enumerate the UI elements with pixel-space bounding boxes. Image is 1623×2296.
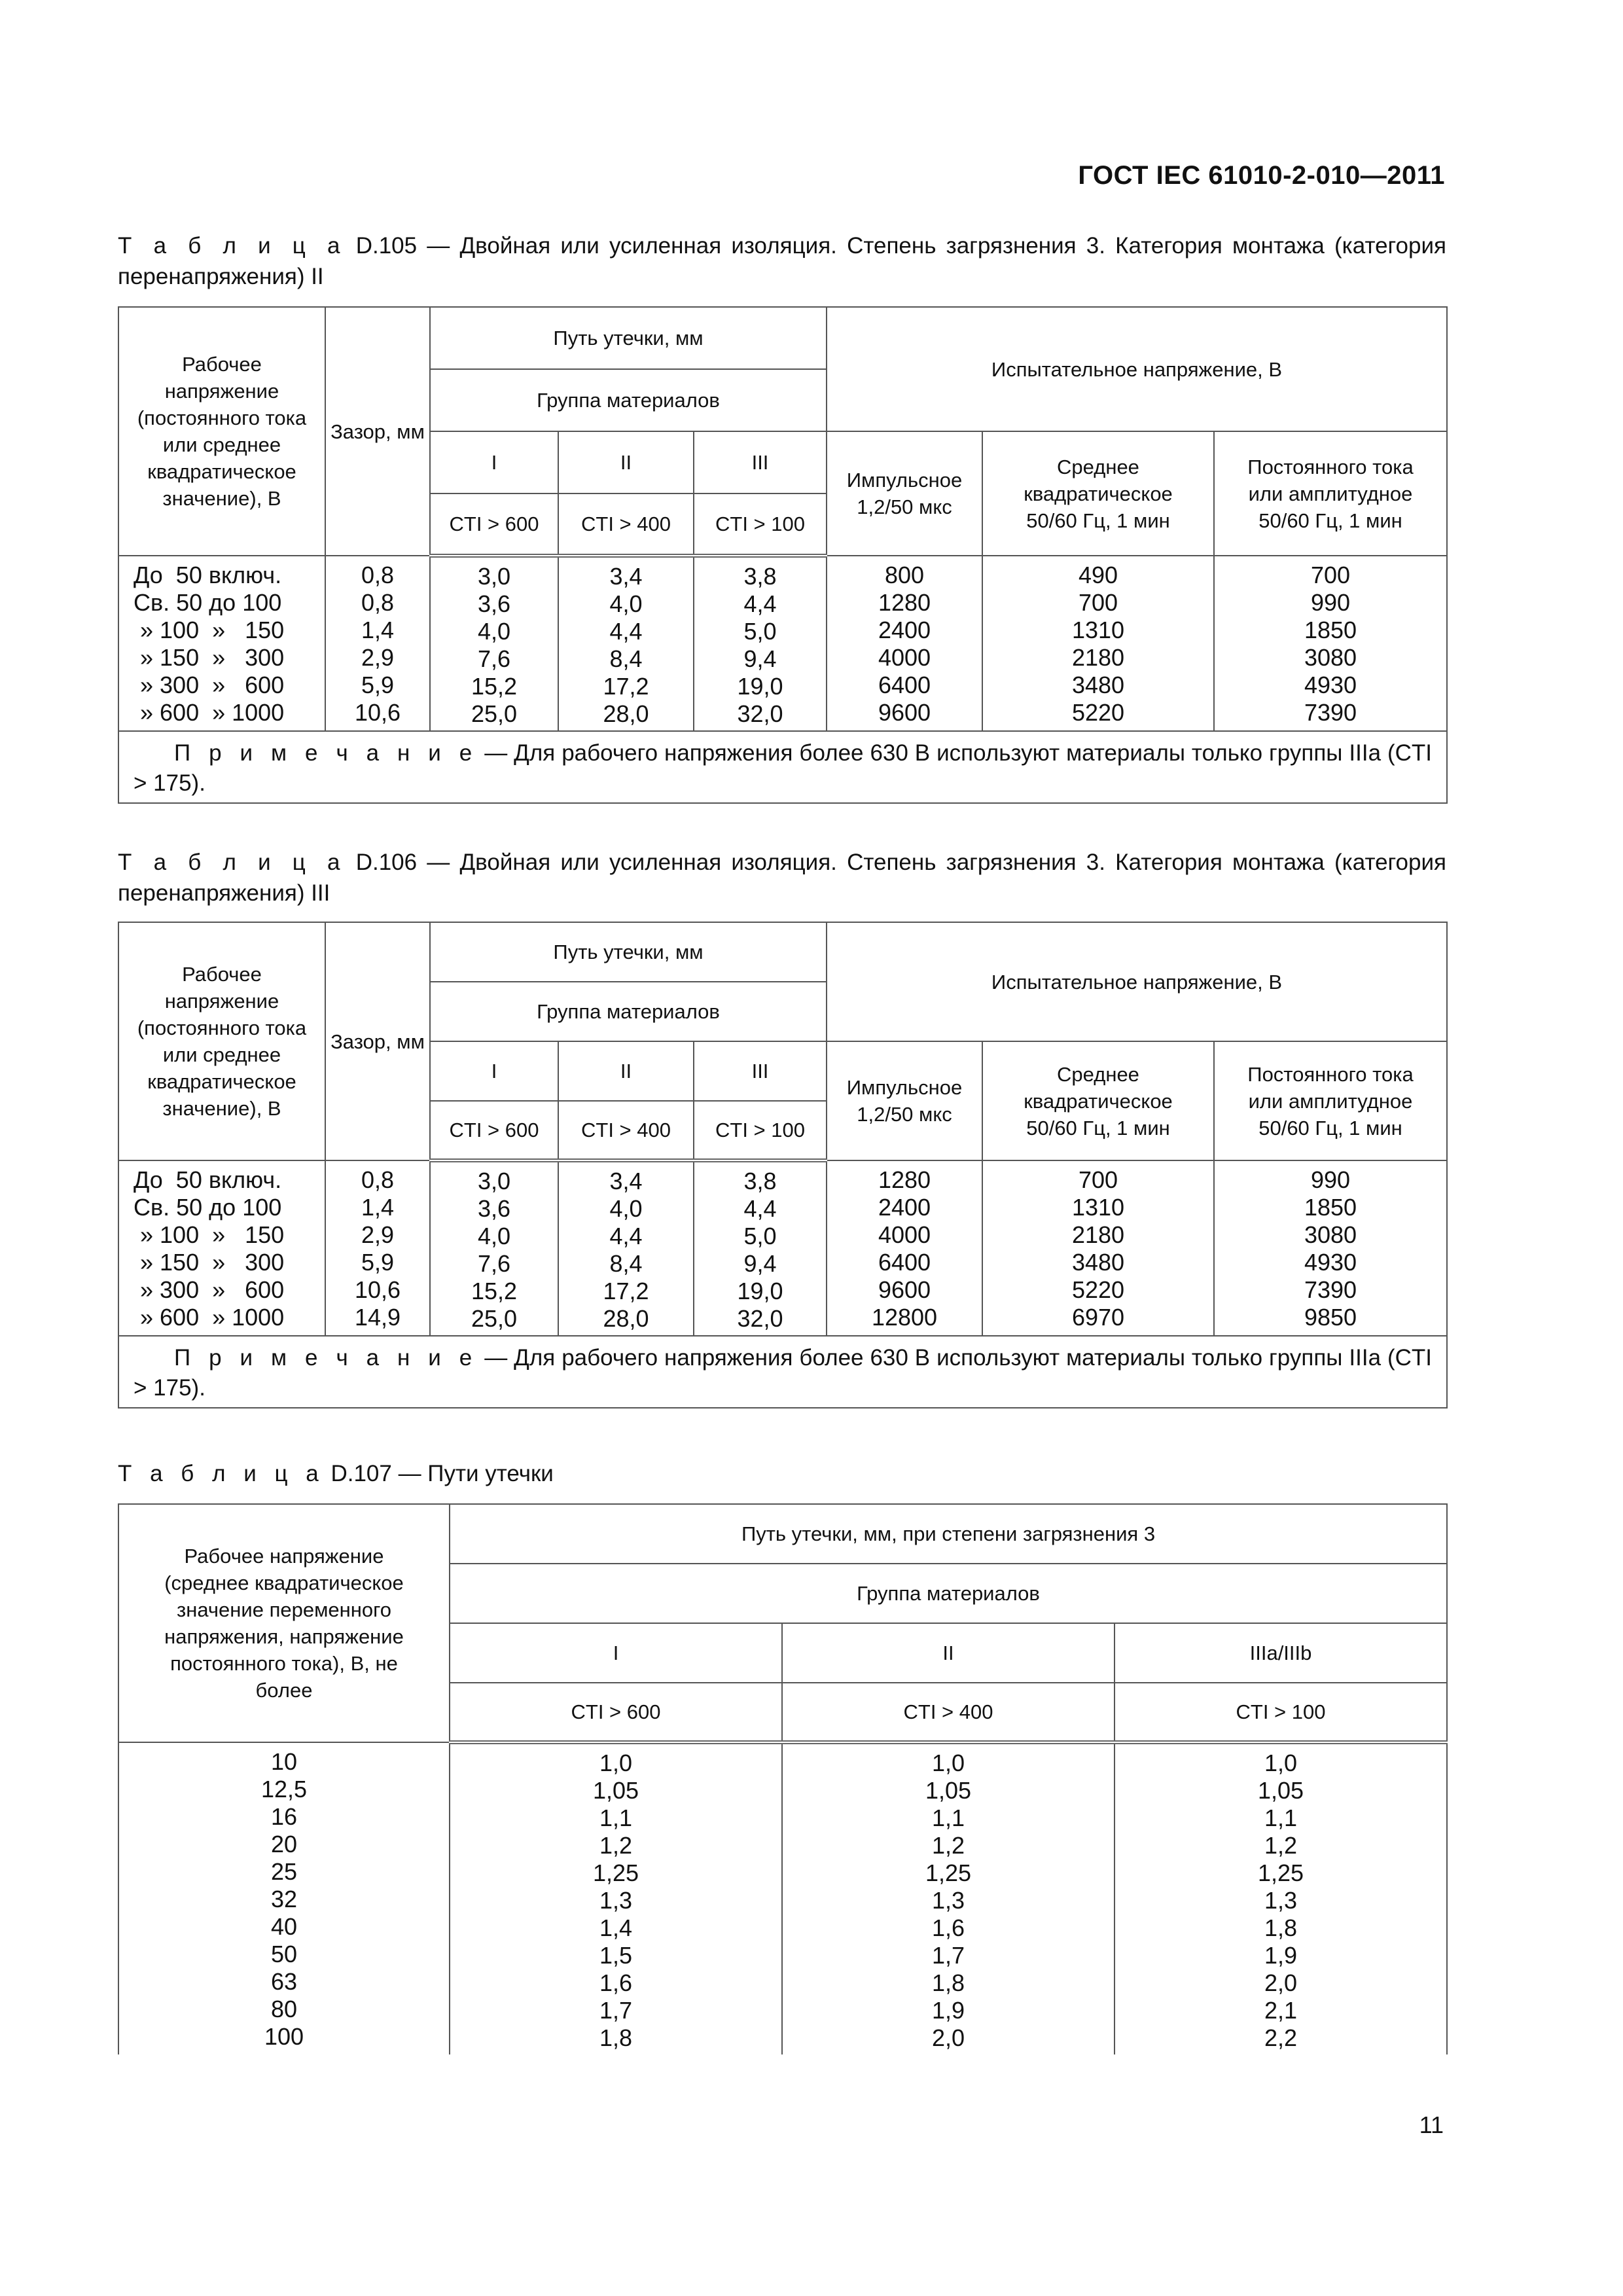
table-cell: 7390 (1304, 1276, 1357, 1303)
table-cell: 1,4 (361, 1194, 395, 1221)
table-cell: 9,4 (743, 645, 777, 672)
table-cell: 2400 (878, 1194, 931, 1221)
table-cell: 1,25 (1257, 1859, 1304, 1886)
table-cell: 3,6 (477, 1195, 511, 1222)
header-test-voltage: Испытательное напряжение, В (827, 307, 1447, 431)
table-cell: 3,0 (477, 563, 511, 590)
header-group-3: III (694, 1041, 827, 1101)
table-cell: » 600 » 1000 (134, 699, 285, 726)
header-clearance: Зазор, мм (325, 922, 430, 1160)
column-creepage-group-2 (558, 1160, 694, 1336)
table-cell: 700 (1078, 589, 1118, 616)
header-clearance: Зазор, мм (325, 307, 430, 556)
table-cell: 0,8 (361, 1166, 395, 1193)
table-cell: 17,2 (603, 1278, 649, 1304)
table-cell: 50 (270, 1941, 298, 1967)
table-cell: 9,4 (743, 1250, 777, 1277)
table-cell: 7,6 (477, 645, 511, 672)
table-body-row (118, 1160, 1447, 1336)
table-cell: 1,4 (361, 617, 395, 643)
table-cell: 12800 (871, 1304, 938, 1331)
caption-text: D.106 — Двойная или усиленная изоляция. Степень загрязнения 3. Категория монтажа (категория перенапряжения) III (118, 850, 1446, 906)
table-cell: 4930 (1304, 672, 1357, 698)
note-lead: П р и м е ч а н и е (174, 740, 478, 766)
header-cti-2: CTI > 400 (558, 1101, 694, 1160)
table-cell: До 50 включ. (134, 562, 282, 588)
table-cell: 28,0 (603, 1305, 649, 1332)
table-cell: 4,4 (609, 1223, 643, 1249)
table-cell: 700 (1310, 562, 1351, 588)
caption-text: D.107 — Пути утечки (324, 1461, 554, 1486)
table-cell: До 50 включ. (134, 1166, 282, 1193)
table-cell: 14,9 (354, 1304, 401, 1331)
table-cell: 100 (264, 2023, 304, 2050)
note-lead: П р и м е ч а н и е (174, 1345, 478, 1371)
column-creepage-group-3 (1115, 1742, 1447, 2054)
column-dc (1214, 556, 1447, 731)
table-cell: 990 (1310, 589, 1351, 616)
table-cell: 1,0 (1264, 1749, 1298, 1776)
table-d106 (118, 922, 1448, 1408)
note-text: — Для рабочего напряжения более 630 В используют материалы только группы IIIa (CTI > 175). (134, 1345, 1433, 1401)
header-group-3: IIIa/IIIb (1115, 1623, 1447, 1683)
caption-lead: Т а б л и ц а (118, 850, 346, 875)
header-material-group: Группа материалов (430, 369, 827, 431)
page-number: 11 (1419, 2111, 1444, 2138)
table-cell: 4,4 (609, 618, 643, 645)
table-cell: 1,2 (599, 1832, 633, 1859)
table-cell: 1,3 (931, 1887, 965, 1914)
column-working-voltage (118, 556, 325, 731)
document-header: ГОСТ IEC 61010-2-010—2011 (1078, 161, 1445, 190)
header-working-voltage: Рабочее напряжение (постоянного тока или среднее квадратическое значение), В (118, 922, 325, 1160)
header-creepage: Путь утечки, мм (430, 922, 827, 982)
table-cell: 7,6 (477, 1250, 511, 1277)
header-working-voltage: Рабочее напряжение (постоянного тока или среднее квадратическое значение), В (118, 307, 325, 556)
table-cell: 3,6 (477, 590, 511, 617)
column-clearance (325, 1160, 430, 1336)
table-body-row (118, 556, 1447, 731)
table-cell: 1,05 (1257, 1777, 1304, 1804)
column-clearance (325, 556, 430, 731)
table-cell: 1,2 (1264, 1832, 1298, 1859)
table-cell: 1310 (1071, 1194, 1125, 1221)
table-cell: 2180 (1071, 1221, 1125, 1248)
header-group-2: II (782, 1623, 1115, 1683)
table-cell: 8,4 (609, 1250, 643, 1277)
header-group-1: I (430, 431, 558, 493)
table-cell: 3,8 (743, 563, 777, 590)
table-cell: 1,8 (931, 1969, 965, 1996)
table-cell: 6970 (1071, 1304, 1125, 1331)
table-cell: 1850 (1304, 617, 1357, 643)
table-cell: 490 (1078, 562, 1118, 588)
column-rms (982, 1160, 1214, 1336)
column-creepage-group-1 (430, 556, 558, 731)
table-cell: 1,0 (931, 1749, 965, 1776)
table-d107 (118, 1503, 1448, 2054)
table-cell: 63 (270, 1968, 298, 1995)
table-cell: 1,9 (1264, 1942, 1298, 1969)
header-cti-2: CTI > 400 (558, 493, 694, 556)
table-cell: 2,2 (1264, 2024, 1298, 2051)
column-rms (982, 556, 1214, 731)
table-cell: 4,4 (743, 1195, 777, 1222)
table-cell: 1850 (1304, 1194, 1357, 1221)
table-cell: 1,6 (599, 1969, 633, 1996)
table-cell: 2,0 (1264, 1969, 1298, 1996)
table-cell: 3,0 (477, 1168, 511, 1194)
table-cell: 25 (270, 1858, 298, 1885)
table-cell: 800 (884, 562, 925, 588)
note-text: — Для рабочего напряжения более 630 В используют материалы только группы IIIa (CTI > 175). (134, 740, 1433, 796)
table-cell: 6400 (878, 1249, 931, 1276)
table-cell: 990 (1310, 1166, 1351, 1193)
header-rms: Среднее квадратическое 50/60 Гц, 1 мин (982, 1041, 1214, 1160)
table-d105 (118, 306, 1448, 804)
table-cell: 32,0 (737, 1305, 783, 1332)
table-cell: 1,3 (599, 1887, 633, 1914)
table-cell: Св. 50 до 100 (134, 589, 282, 616)
table-cell: 1,05 (925, 1777, 972, 1804)
table-cell: 5220 (1071, 1276, 1125, 1303)
table-caption-d106 (118, 847, 1446, 908)
table-cell: 4930 (1304, 1249, 1357, 1276)
table-cell: 12,5 (260, 1776, 308, 1803)
table-cell: 10,6 (354, 699, 401, 726)
column-working-voltage (118, 1742, 450, 2054)
header-impulse: Импульсное 1,2/50 мкс (827, 1041, 982, 1160)
table-cell: 5,0 (743, 1223, 777, 1249)
column-creepage-group-1 (450, 1742, 782, 2054)
table-cell: 3,8 (743, 1168, 777, 1194)
table-cell: 16 (270, 1803, 298, 1830)
table-cell: 2,9 (361, 1221, 395, 1248)
table-cell: 5,9 (361, 672, 395, 698)
table-cell: 4,0 (609, 1195, 643, 1222)
table-cell: 1280 (878, 589, 931, 616)
caption-lead: Т а б л и ц а (118, 233, 346, 259)
table-cell: 20 (270, 1831, 298, 1857)
table-cell: 5220 (1071, 699, 1125, 726)
table-cell: 25,0 (471, 700, 518, 727)
column-creepage-group-2 (558, 556, 694, 731)
header-working-voltage: Рабочее напряжение (среднее квадратическое значение переменного напряжения, напряжение постоянного тока), В, не более (118, 1504, 450, 1742)
table-cell: 15,2 (471, 673, 518, 700)
header-group-2: II (558, 1041, 694, 1101)
header-cti-3: CTI > 100 (1115, 1683, 1447, 1742)
table-cell: 2,1 (1264, 1997, 1298, 2024)
table-cell: 17,2 (603, 673, 649, 700)
header-test-voltage: Испытательное напряжение, В (827, 922, 1447, 1041)
header-dc: Постоянного тока или амплитудное 50/60 Гц, 1 мин (1214, 1041, 1447, 1160)
table-cell: 1,1 (599, 1804, 633, 1831)
column-impulse (827, 556, 982, 731)
table-cell: 3080 (1304, 644, 1357, 671)
table-cell: 4000 (878, 1221, 931, 1248)
table-cell: 1,0 (599, 1749, 633, 1776)
table-cell: 3480 (1071, 672, 1125, 698)
table-cell: 1,3 (1264, 1887, 1298, 1914)
table-cell: » 300 » 600 (134, 672, 285, 698)
table-cell: » 150 » 300 (134, 644, 285, 671)
header-creepage: Путь утечки, мм, при степени загрязнения 3 (450, 1504, 1447, 1564)
table-cell: 1,05 (592, 1777, 639, 1804)
header-cti-3: CTI > 100 (694, 1101, 827, 1160)
table-cell: 9600 (878, 1276, 931, 1303)
table-cell: 80 (270, 1996, 298, 2022)
table-cell: » 100 » 150 (134, 1221, 285, 1248)
header-material-group: Группа материалов (450, 1564, 1447, 1623)
table-cell: 5,0 (743, 618, 777, 645)
header-material-group: Группа материалов (430, 982, 827, 1041)
column-dc (1214, 1160, 1447, 1336)
table-cell: 1310 (1071, 617, 1125, 643)
table-cell: 3,4 (609, 1168, 643, 1194)
header-group-3: III (694, 431, 827, 493)
header-cti-3: CTI > 100 (694, 493, 827, 556)
table-cell: 4,4 (743, 590, 777, 617)
table-cell: » 100 » 150 (134, 617, 285, 643)
table-cell: 7390 (1304, 699, 1357, 726)
table-cell: 9850 (1304, 1304, 1357, 1331)
header-group-2: II (558, 431, 694, 493)
column-working-voltage (118, 1160, 325, 1336)
column-creepage-group-1 (430, 1160, 558, 1336)
header-group-1: I (430, 1041, 558, 1101)
table-cell: 2,0 (931, 2024, 965, 2051)
caption-lead: Т а б л и ц а (118, 1461, 325, 1486)
table-cell: 19,0 (737, 673, 783, 700)
column-creepage-group-3 (694, 556, 827, 731)
table-cell: 25,0 (471, 1305, 518, 1332)
table-cell: 10,6 (354, 1276, 401, 1303)
table-body-row (118, 1742, 1447, 2054)
header-group-1: I (450, 1623, 782, 1683)
caption-text: D.105 — Двойная или усиленная изоляция. Степень загрязнения 3. Категория монтажа (категория перенапряжения) II (118, 233, 1446, 289)
table-cell: 1,25 (925, 1859, 972, 1886)
table-cell: 4,0 (609, 590, 643, 617)
table-cell: 3480 (1071, 1249, 1125, 1276)
table-cell: 1,7 (599, 1997, 633, 2024)
header-rms: Среднее квадратическое 50/60 Гц, 1 мин (982, 431, 1214, 556)
column-creepage-group-2 (782, 1742, 1115, 2054)
table-cell: 4,0 (477, 618, 511, 645)
table-cell: 40 (270, 1913, 298, 1940)
table-cell: 1,4 (599, 1914, 633, 1941)
column-impulse (827, 1160, 982, 1336)
table-cell: 5,9 (361, 1249, 395, 1276)
table-cell: 28,0 (603, 700, 649, 727)
table-cell: 2,9 (361, 644, 395, 671)
table-cell: » 600 » 1000 (134, 1304, 285, 1331)
header-cti-1: CTI > 600 (430, 493, 558, 556)
table-cell: » 150 » 300 (134, 1249, 285, 1276)
header-creepage: Путь утечки, мм (430, 307, 827, 369)
table-cell: 700 (1078, 1166, 1118, 1193)
header-cti-1: CTI > 600 (450, 1683, 782, 1742)
table-cell: 8,4 (609, 645, 643, 672)
table-cell: 2180 (1071, 644, 1125, 671)
table-caption-d105 (118, 230, 1446, 292)
table-cell: 19,0 (737, 1278, 783, 1304)
header-impulse: Импульсное 1,2/50 мкс (827, 431, 982, 556)
table-cell: » 300 » 600 (134, 1276, 285, 1303)
table-cell: 9600 (878, 699, 931, 726)
table-note (118, 731, 1447, 803)
table-cell: 10 (270, 1748, 298, 1775)
table-cell: 3,4 (609, 563, 643, 590)
table-cell: 32 (270, 1886, 298, 1912)
table-cell: 1,5 (599, 1942, 633, 1969)
table-cell: 4000 (878, 644, 931, 671)
table-cell: 1280 (878, 1166, 931, 1193)
table-cell: 1,8 (599, 2024, 633, 2051)
table-cell: 3080 (1304, 1221, 1357, 1248)
table-cell: 1,1 (1264, 1804, 1298, 1831)
header-dc: Постоянного тока или амплитудное 50/60 Гц, 1 мин (1214, 431, 1447, 556)
table-cell: 4,0 (477, 1223, 511, 1249)
table-cell: 2400 (878, 617, 931, 643)
table-caption-d107 (118, 1458, 1446, 1489)
table-cell: Св. 50 до 100 (134, 1194, 282, 1221)
table-cell: 1,1 (931, 1804, 965, 1831)
column-creepage-group-3 (694, 1160, 827, 1336)
table-cell: 1,7 (931, 1942, 965, 1969)
header-cti-2: CTI > 400 (782, 1683, 1115, 1742)
table-cell: 1,9 (931, 1997, 965, 2024)
table-cell: 15,2 (471, 1278, 518, 1304)
header-cti-1: CTI > 600 (430, 1101, 558, 1160)
table-cell: 32,0 (737, 700, 783, 727)
table-cell: 1,2 (931, 1832, 965, 1859)
table-cell: 1,25 (592, 1859, 639, 1886)
table-cell: 0,8 (361, 589, 395, 616)
table-cell: 6400 (878, 672, 931, 698)
table-cell: 1,8 (1264, 1914, 1298, 1941)
table-cell: 1,6 (931, 1914, 965, 1941)
table-cell: 0,8 (361, 562, 395, 588)
table-note (118, 1336, 1447, 1408)
